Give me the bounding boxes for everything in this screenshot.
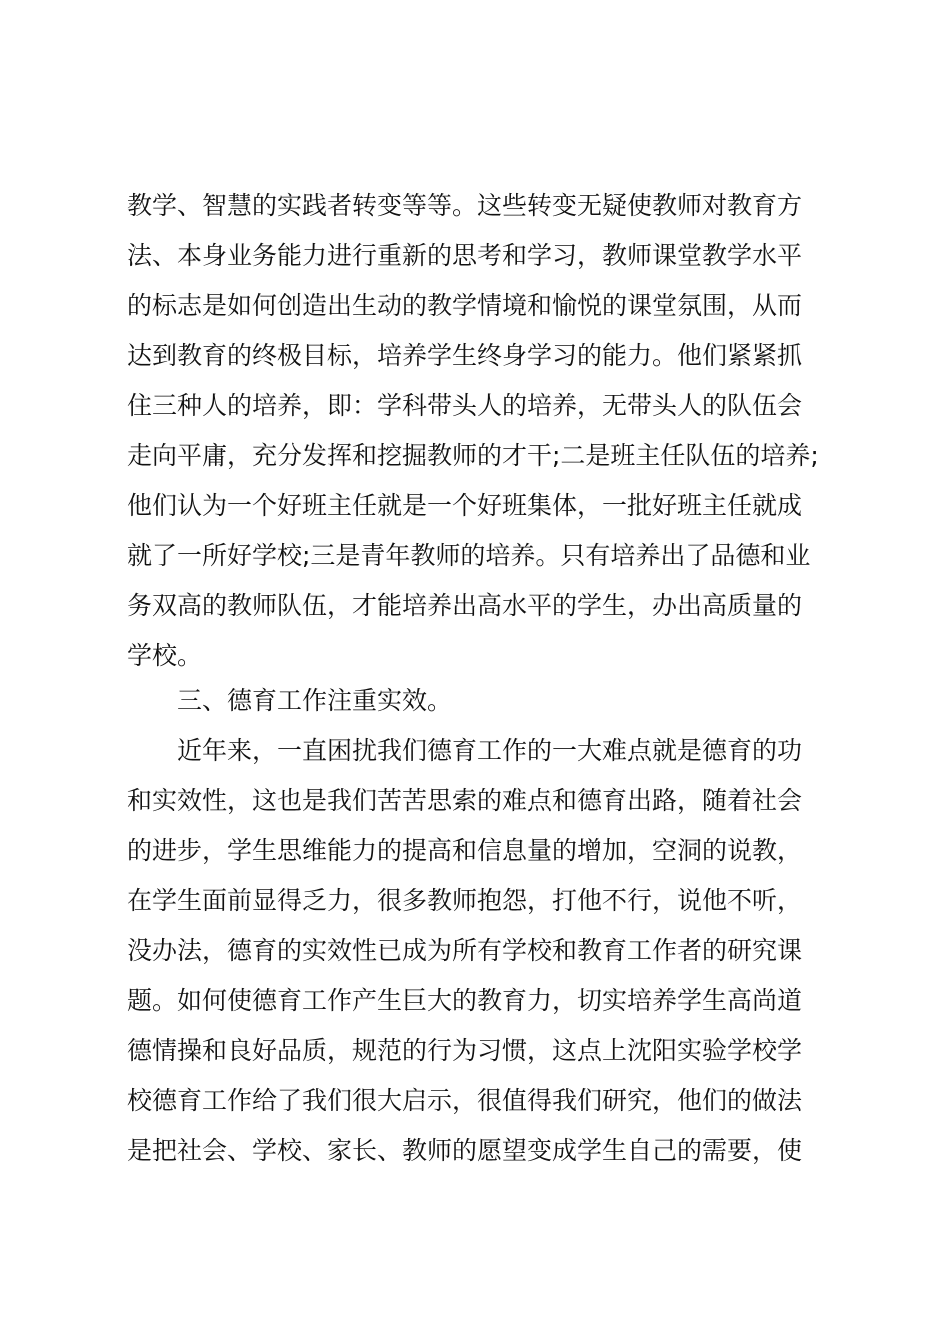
text-line: 校德育工作给了我们很大启示，很值得我们研究，他们的做法 [127, 1086, 803, 1115]
text-line: 没办法，德育的实效性已成为所有学校和教育工作者的研究课 [127, 936, 803, 965]
text-line: 近年来，一直困扰我们德育工作的一大难点就是德育的功 [177, 736, 803, 765]
section-three [127, 676, 847, 1176]
text-line: 的进步，学生思维能力的提高和信息量的增加，空洞的说教， [127, 836, 803, 865]
text-line: 达到教育的终极目标，培养学生终身学习的能力。他们紧紧抓 [127, 341, 803, 370]
text-line: 学校。 [127, 641, 203, 670]
text-line: 在学生面前显得乏力，很多教师抱怨，打他不行，说他不听， [127, 886, 803, 915]
paragraph-continued [127, 181, 847, 681]
text-line: 教学、智慧的实践者转变等等。这些转变无疑使教师对教育方 [127, 191, 803, 220]
text-line: 他们认为一个好班主任就是一个好班集体，一批好班主任就成 [127, 491, 803, 520]
text-line: 和实效性，这也是我们苦苦思索的难点和德育出路，随着社会 [127, 786, 803, 815]
text-line: 住三种人的培养，即：学科带头人的培养，无带头人的队伍会 [127, 391, 803, 420]
text-line: 务双高的教师队伍，才能培养出高水平的学生，办出高质量的 [127, 591, 803, 620]
text-line: 题。如何使德育工作产生巨大的教育力，切实培养学生高尚道 [127, 986, 803, 1015]
text-line: 法、本身业务能力进行重新的思考和学习，教师课堂教学水平 [127, 241, 803, 270]
text-line: 是把社会、学校、家长、教师的愿望变成学生自己的需要，使 [127, 1136, 803, 1165]
section-heading: 三、德育工作注重实效。 [177, 686, 453, 715]
text-line: 就了一所好学校;三是青年教师的培养。只有培养出了品德和业 [127, 541, 811, 570]
text-line: 德情操和良好品质，规范的行为习惯，这点上沈阳实验学校学 [127, 1036, 803, 1065]
text-line: 的标志是如何创造出生动的教学情境和愉悦的课堂氛围，从而 [127, 291, 803, 320]
text-line: 走向平庸，充分发挥和挖掘教师的才干;二是班主任队伍的培养; [127, 441, 819, 470]
